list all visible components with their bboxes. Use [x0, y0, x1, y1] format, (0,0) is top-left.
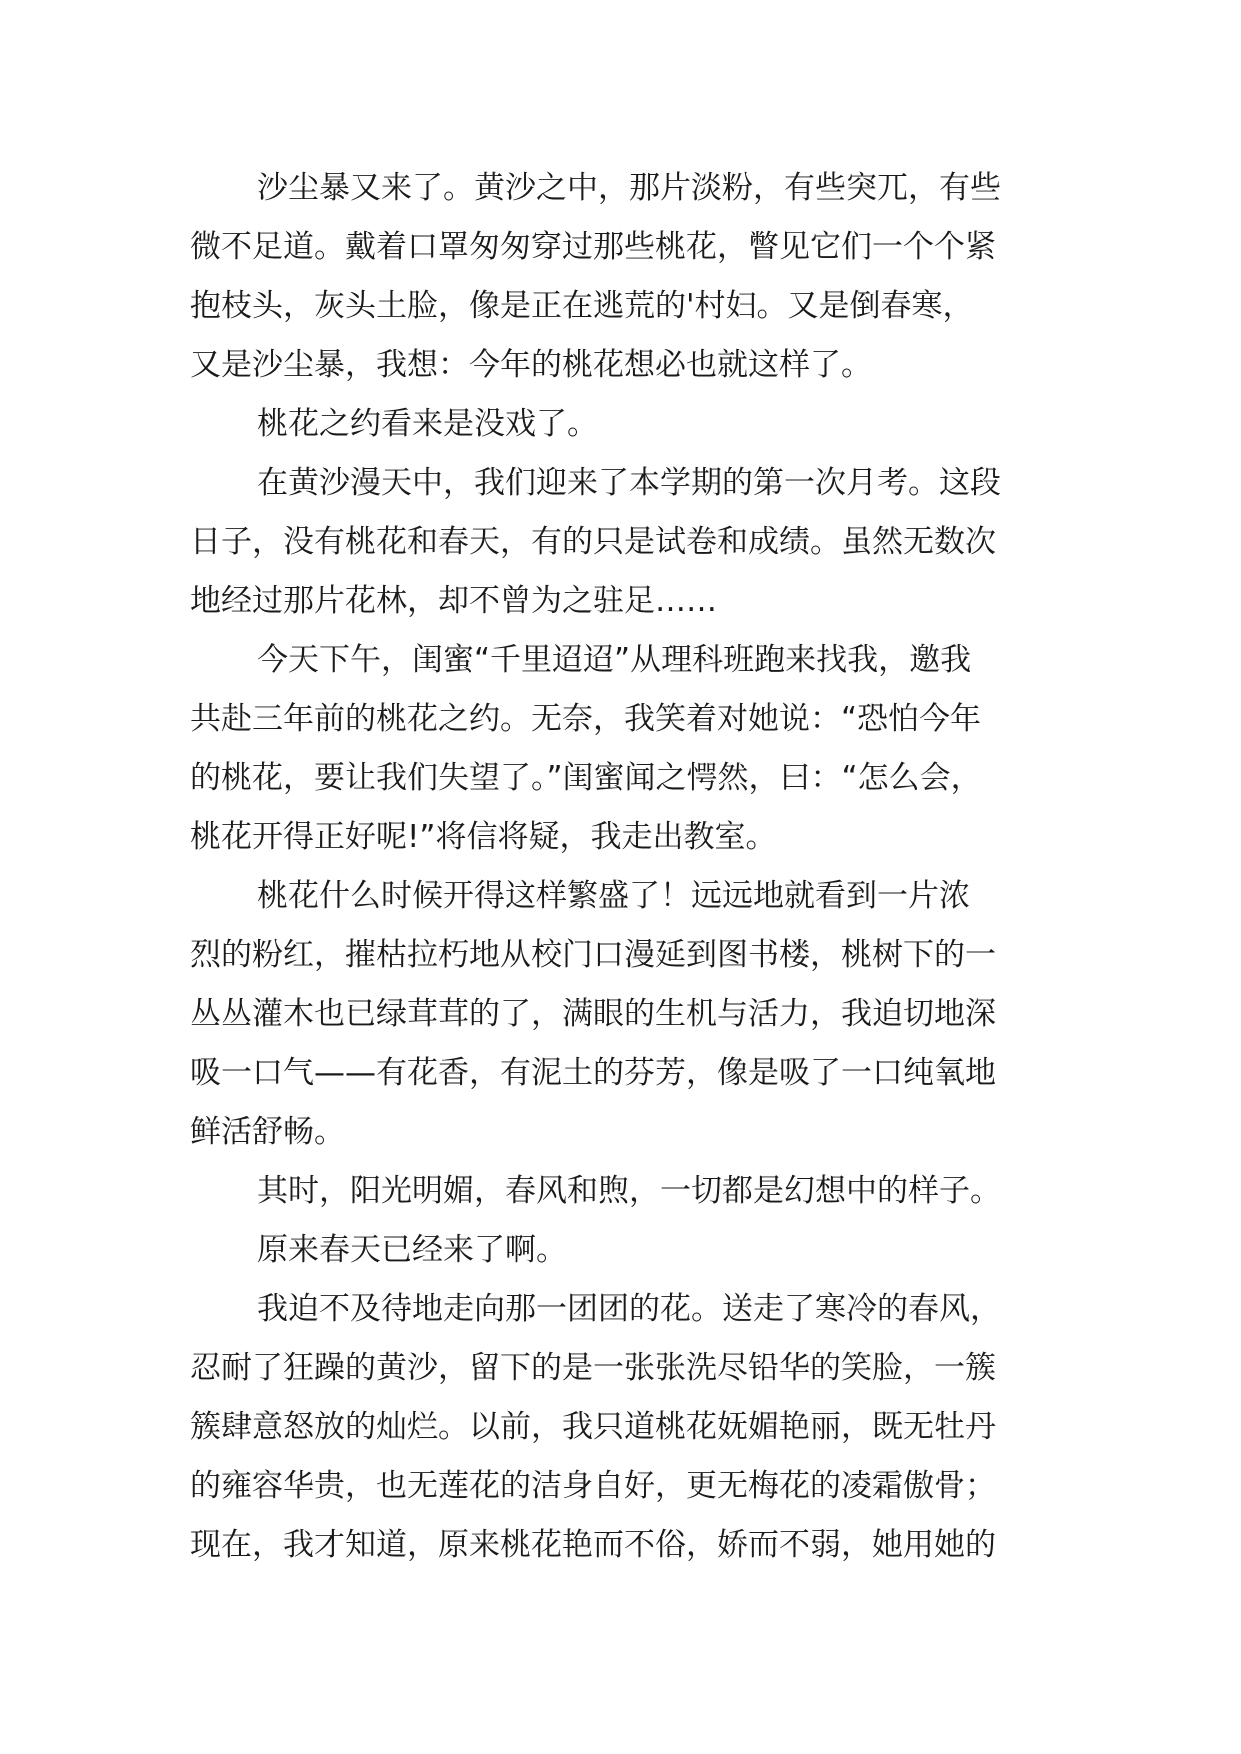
text-line: 鲜活舒畅。	[190, 1114, 345, 1150]
essay-body	[190, 159, 1070, 1575]
text-line: 丛丛灌木也已绿茸茸的了，满眼的生机与活力，我迫切地深	[190, 996, 996, 1032]
paragraph-first-line: 其时，阳光明媚，春风和煦，一切都是幻想中的样子。	[257, 1173, 1001, 1209]
paragraph-first-line: 桃花什么时候开得这样繁盛了！远远地就看到一片浓	[257, 878, 970, 914]
paragraph-first-line: 桃花之约看来是没戏了。	[257, 406, 598, 442]
paragraph-first-line: 沙尘暴又来了。黄沙之中，那片淡粉，有些突兀，有些	[257, 170, 1001, 206]
text-line: 吸一口气——有花香，有泥土的芬芳，像是吸了一口纯氧地	[190, 1055, 996, 1091]
text-line: 又是沙尘暴，我想：今年的桃花想必也就这样了。	[190, 347, 872, 383]
text-line: 桃花开得正好呢!”将信将疑，我走出教室。	[190, 819, 777, 855]
text-line: 地经过那片花林，却不曾为之驻足……	[190, 583, 717, 619]
text-line: 微不足道。戴着口罩匆匆穿过那些桃花，瞥见它们一个个紧	[190, 229, 996, 265]
text-line: 抱枝头，灰头土脸，像是正在逃荒的'村妇。又是倒春寒，	[190, 288, 974, 324]
text-line: 的雍容华贵，也无莲花的洁身自好，更无梅花的凌霜傲骨；	[190, 1468, 996, 1504]
text-line: 现在，我才知道，原来桃花艳而不俗，娇而不弱，她用她的	[190, 1527, 996, 1563]
paragraph-first-line: 在黄沙漫天中，我们迎来了本学期的第一次月考。这段	[257, 465, 1001, 501]
text-line: 簇肆意怒放的灿烂。以前，我只道桃花妩媚艳丽，既无牡丹	[190, 1409, 996, 1445]
text-line: 的桃花，要让我们失望了。”闺蜜闻之愕然，曰：“怎么会，	[190, 760, 982, 796]
text-line: 共赴三年前的桃花之约。无奈，我笑着对她说：“恐怕今年	[190, 701, 982, 737]
paragraph-first-line: 我迫不及待地走向那一团团的花。送走了寒冷的春风，	[257, 1291, 1001, 1327]
paragraph-first-line: 今天下午，闺蜜“千里迢迢”从理科班跑来找我，邀我	[257, 642, 972, 678]
text-line: 日子，没有桃花和春天，有的只是试卷和成绩。虽然无数次	[190, 524, 996, 560]
text-line: 烈的粉红，摧枯拉朽地从校门口漫延到图书楼，桃树下的一	[190, 937, 996, 973]
text-line: 忍耐了狂躁的黄沙，留下的是一张张洗尽铅华的笑脸，一簇	[190, 1350, 996, 1386]
paragraph-first-line: 原来春天已经来了啊。	[257, 1232, 567, 1268]
